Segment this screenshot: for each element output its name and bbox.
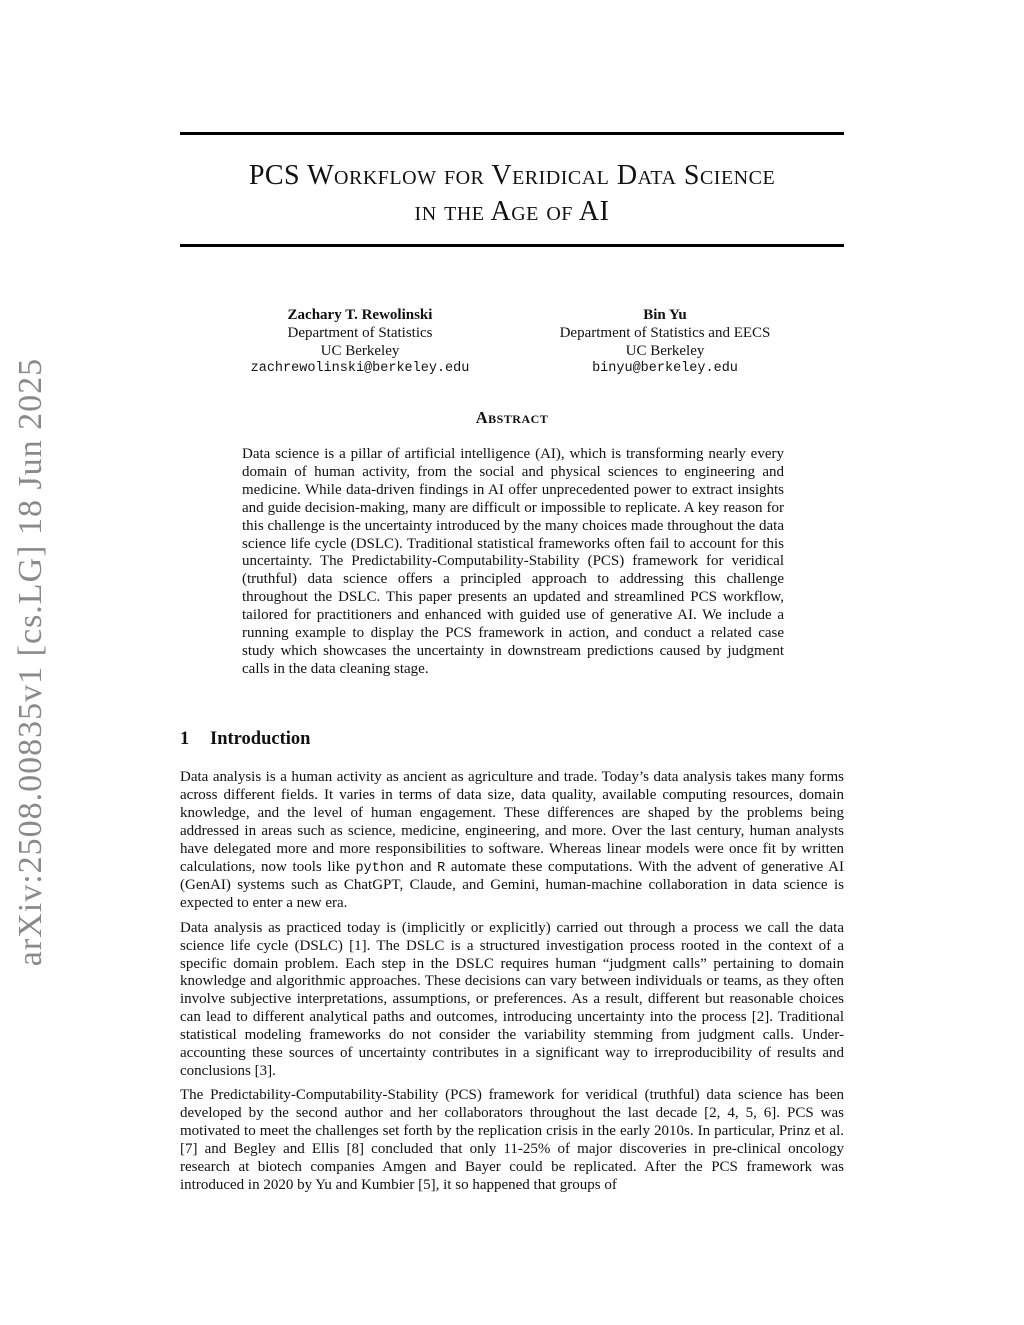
- author-department: Department of Statistics: [287, 325, 433, 341]
- arxiv-stamp-text: arXiv:2508.00835v1 [cs.LG] 18 Jun 2025: [12, 357, 49, 967]
- paragraph-3: The Predictability-Computability-Stability (PCS) framework for veridical (truthful) data science has been developed by the second author and her collaborators throughout the last decade [2, 4, 5, 6]. PCS was motivated to meet the challenges set forth by the replication crisis in the early 2010s. In particular, Prinz et al. [7] and Begley and Ellis [8] concluded that only 11-25% of major discoveries in pre-clinical oncology research at biotech companies Amgen and Bayer could be replicated. After the PCS framework was introduced in 2020 by Yu and Kumbier [5], it so happened that groups of: [180, 1087, 844, 1193]
- section-number: 1: [180, 729, 190, 749]
- title-line-2: in the Age of AI: [414, 196, 610, 227]
- arxiv-identifier-stamp: [0, 0, 62, 1325]
- paragraph-1-text-a: Data analysis is a human activity as ancient as agriculture and trade. Today’s data analysis takes many forms across different fields. It varies in terms of data size, data quality, available computing resources, domain knowledge, and the level of human engagement. These differences are shaped by the problems being addressed in areas such as science, medicine, engineering, and more. Over the last century, human analysts have delegated more and more responsibilities to software. Whereas linear models were once fit by written calculations, now tools like: [180, 769, 844, 875]
- author-block-1: [230, 306, 490, 378]
- author-institution: UC Berkeley: [320, 343, 400, 359]
- paragraph-2: Data analysis as practiced today is (implicitly or explicitly) carried out through a process we call the data science life cycle (DSLC) [1]. The DSLC is a structured investigation process rooted in the context of a specific domain problem. Each step in the DSLC requires human “judgment calls” pertaining to domain knowledge and algorithmic approaches. These decisions can vary between individuals or teams, as they often involve subjective interpretations, assumptions, or preferences. As a result, different but reasonable choices can lead to different analytical paths and outcomes, introducing uncertainty into the process [2]. Traditional statistical modeling frameworks do not consider the variability stemming from judgment calls. Under-accounting these sources of uncertainty contributes in a significant way to irreproducibility of results and conclusions [3].: [180, 919, 844, 1079]
- paper-title: [180, 158, 844, 230]
- author-email[interactable]: binyu@berkeley.edu: [592, 361, 738, 376]
- abstract-heading: Abstract: [475, 408, 549, 427]
- author-institution: UC Berkeley: [625, 343, 705, 359]
- author-email[interactable]: zachrewolinski@berkeley.edu: [250, 361, 470, 376]
- title-rule-bottom: [180, 244, 844, 247]
- section-title: Introduction: [210, 729, 311, 749]
- title-rule-top: [180, 132, 844, 135]
- code-r: R: [437, 860, 446, 876]
- paragraph-1-text-b: and: [404, 858, 438, 875]
- paragraph-1: [180, 769, 844, 913]
- abstract-text: Data science is a pillar of artificial intelligence (AI), which is transforming nearly every domain of human activity, from the social and physical sciences to engineering and medicine. While data-driven findings in AI offer unprecedented power to extract insights and guide decision-making, many are difficult or impossible to replicate. A key reason for this challenge is the uncertainty introduced by the many choices made throughout the data science life cycle (DSLC). Traditional statistical frameworks often fail to account for this uncertainty. The Predictability-Computability-Stability (PCS) framework for veridical (truthful) data science offers a principled approach to addressing this challenge throughout the DSLC. This paper presents an updated and streamlined PCS workflow, tailored for practitioners and enhanced with guided use of generative AI. We include a running example to display the PCS framework in action, and conduct a related case study which showcases the uncertainty in downstream predictions caused by judgment calls in the data cleaning stage.: [242, 446, 784, 677]
- author-name: Bin Yu: [643, 307, 687, 323]
- code-python: python: [355, 860, 405, 876]
- section-heading-introduction: [180, 729, 310, 750]
- title-line-1: PCS Workflow for Veridical Data Science: [248, 160, 776, 191]
- paragraph-1-text-c: automate these computations. With the advent of generative AI (GenAI) systems such as ChatGPT, Claude, and Gemini, human-machine collaboration in data science is expected to enter a new era.: [180, 858, 844, 912]
- author-name: Zachary T. Rewolinski: [287, 307, 433, 323]
- introduction-body: [180, 769, 844, 1201]
- author-department: Department of Statistics and EECS: [559, 325, 771, 341]
- author-block-2: [530, 306, 800, 378]
